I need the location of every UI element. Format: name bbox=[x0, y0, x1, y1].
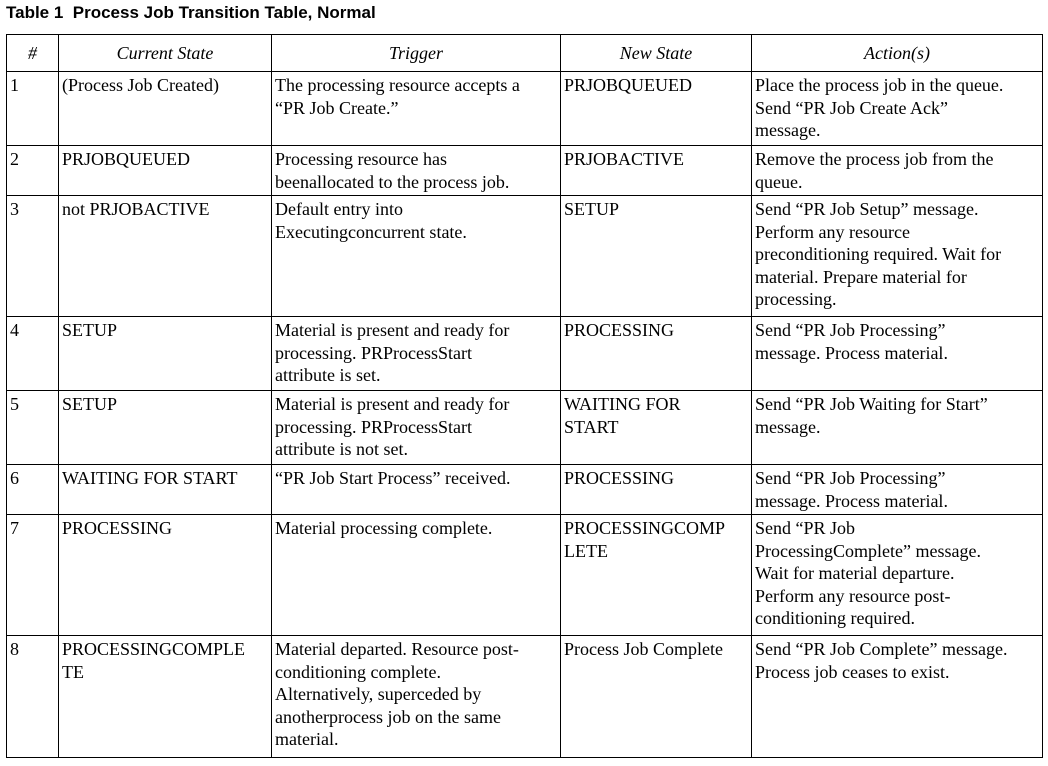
cell-text-line: material. bbox=[275, 729, 339, 749]
cell-text-line: processing. bbox=[755, 289, 837, 309]
cell-text-line: material. Prepare material for bbox=[755, 266, 967, 287]
cell-trigger bbox=[272, 465, 561, 515]
cell-text-line: Remove the process job from the bbox=[755, 149, 994, 169]
cell-text-line: Processing resource has bbox=[275, 149, 447, 169]
cell-text-line: START bbox=[564, 416, 619, 437]
cell-text-line: message. bbox=[755, 416, 821, 437]
table-row bbox=[7, 391, 1043, 465]
cell-current-state bbox=[59, 515, 272, 636]
cell-text-line: message. Process material. bbox=[755, 342, 948, 363]
header-number: # bbox=[7, 35, 59, 72]
cell-text-line: beenallocated to the process job. bbox=[275, 171, 510, 192]
table-row bbox=[7, 196, 1043, 317]
table-row bbox=[7, 146, 1043, 196]
cell-new-state bbox=[561, 515, 752, 636]
cell-text-line: PROCESSING bbox=[62, 518, 173, 538]
cell-text-line: message. Process material. bbox=[755, 490, 948, 511]
header-trigger: Trigger bbox=[272, 35, 561, 72]
cell-text-line: Alternatively, superceded by bbox=[275, 684, 482, 704]
cell-trigger bbox=[272, 391, 561, 465]
cell-text-line: PRJOBACTIVE bbox=[564, 149, 685, 169]
cell-text-line: Send “PR Job Create Ack” bbox=[755, 97, 948, 118]
cell-new-state bbox=[561, 391, 752, 465]
cell-text-line: Send “PR Job Setup” message. bbox=[755, 199, 979, 219]
cell-text-line: Send “PR Job Complete” message. bbox=[755, 639, 1008, 659]
cell-text-line: Default entry into bbox=[275, 199, 403, 219]
cell-text-line: Send “PR Job Waiting for Start” bbox=[755, 394, 988, 414]
cell-text-line: Material processing complete. bbox=[275, 518, 493, 538]
cell-trigger bbox=[272, 196, 561, 317]
cell-text-line: PRJOBQUEUED bbox=[564, 75, 693, 95]
cell-text-line: Send “PR Job Processing” bbox=[755, 320, 946, 340]
cell-text-line: Material is present and ready for bbox=[275, 320, 510, 340]
cell-text-line: PROCESSING bbox=[564, 468, 675, 488]
header-current-state: Current State bbox=[59, 35, 272, 72]
cell-text-line: Perform any resource bbox=[755, 221, 910, 242]
cell-text-line: Process Job Complete bbox=[564, 639, 723, 659]
cell-current-state bbox=[59, 72, 272, 146]
cell-actions bbox=[752, 391, 1043, 465]
cell-text-line: WAITING FOR bbox=[564, 394, 681, 414]
table-caption: Table 1 Process Job Transition Table, Normal bbox=[6, 3, 376, 22]
cell-number: 2 bbox=[7, 146, 59, 196]
cell-actions bbox=[752, 146, 1043, 196]
cell-actions bbox=[752, 636, 1043, 758]
cell-trigger bbox=[272, 72, 561, 146]
cell-text-line: ProcessingComplete” message. bbox=[755, 540, 981, 561]
table-row bbox=[7, 515, 1043, 636]
cell-number: 1 bbox=[7, 72, 59, 146]
cell-text-line: not PRJOBACTIVE bbox=[62, 199, 210, 219]
cell-current-state bbox=[59, 465, 272, 515]
table-row bbox=[7, 72, 1043, 146]
cell-text-line: (Process Job Created) bbox=[62, 75, 219, 95]
cell-text-line: Process job ceases to exist. bbox=[755, 661, 950, 682]
cell-current-state bbox=[59, 317, 272, 391]
cell-text-line: SETUP bbox=[62, 394, 118, 414]
cell-current-state bbox=[59, 391, 272, 465]
table-header-row bbox=[7, 35, 1043, 72]
cell-text-line: “PR Job Create.” bbox=[275, 97, 399, 118]
cell-text-line: SETUP bbox=[62, 320, 118, 340]
table-row bbox=[7, 317, 1043, 391]
cell-current-state bbox=[59, 146, 272, 196]
cell-trigger bbox=[272, 146, 561, 196]
cell-text-line: WAITING FOR START bbox=[62, 468, 238, 488]
cell-text-line: PRJOBQUEUED bbox=[62, 149, 191, 169]
cell-text-line: preconditioning required. Wait for bbox=[755, 244, 1002, 264]
cell-new-state bbox=[561, 317, 752, 391]
cell-text-line: anotherprocess job on the same bbox=[275, 706, 501, 727]
cell-text-line: attribute is not set. bbox=[275, 439, 408, 459]
cell-text-line: Wait for material departure. bbox=[755, 563, 955, 583]
cell-text-line: The processing resource accepts a bbox=[275, 75, 520, 95]
cell-actions bbox=[752, 72, 1043, 146]
cell-text-line: PROCESSINGCOMPLE bbox=[62, 639, 246, 659]
cell-current-state bbox=[59, 196, 272, 317]
header-new-state: New State bbox=[561, 35, 752, 72]
cell-trigger bbox=[272, 515, 561, 636]
cell-text-line: PROCESSINGCOMP bbox=[564, 518, 726, 538]
cell-text-line: queue. bbox=[755, 171, 803, 192]
cell-number: 6 bbox=[7, 465, 59, 515]
cell-actions bbox=[752, 515, 1043, 636]
cell-actions bbox=[752, 465, 1043, 515]
process-job-transition-table bbox=[6, 34, 1043, 758]
cell-actions bbox=[752, 317, 1043, 391]
cell-text-line: Material departed. Resource post- bbox=[275, 639, 519, 659]
cell-trigger bbox=[272, 317, 561, 391]
cell-text-line: conditioning required. bbox=[755, 608, 915, 628]
cell-text-line: Material is present and ready for bbox=[275, 394, 510, 414]
cell-text-line: SETUP bbox=[564, 199, 620, 219]
cell-actions bbox=[752, 196, 1043, 317]
cell-text-line: message. bbox=[755, 120, 821, 140]
table-row bbox=[7, 465, 1043, 515]
cell-text-line: LETE bbox=[564, 540, 608, 561]
cell-new-state bbox=[561, 146, 752, 196]
cell-text-line: processing. PRProcessStart bbox=[275, 342, 472, 363]
cell-number: 3 bbox=[7, 196, 59, 317]
cell-current-state bbox=[59, 636, 272, 758]
cell-number: 7 bbox=[7, 515, 59, 636]
cell-text-line: Send “PR Job bbox=[755, 518, 856, 538]
cell-text-line: Executingconcurrent state. bbox=[275, 221, 467, 242]
cell-new-state bbox=[561, 72, 752, 146]
cell-new-state bbox=[561, 196, 752, 317]
table-row bbox=[7, 636, 1043, 758]
cell-text-line: processing. PRProcessStart bbox=[275, 416, 472, 437]
cell-text-line: Send “PR Job Processing” bbox=[755, 468, 946, 488]
cell-number: 4 bbox=[7, 317, 59, 391]
header-actions: Action(s) bbox=[752, 35, 1043, 72]
cell-new-state bbox=[561, 636, 752, 758]
cell-text-line: conditioning complete. bbox=[275, 661, 441, 682]
cell-text-line: PROCESSING bbox=[564, 320, 675, 340]
cell-new-state bbox=[561, 465, 752, 515]
cell-text-line: TE bbox=[62, 661, 84, 682]
cell-text-line: Perform any resource post- bbox=[755, 585, 951, 606]
cell-number: 8 bbox=[7, 636, 59, 758]
cell-trigger bbox=[272, 636, 561, 758]
cell-number: 5 bbox=[7, 391, 59, 465]
cell-text-line: attribute is set. bbox=[275, 365, 381, 385]
cell-text-line: Place the process job in the queue. bbox=[755, 75, 1004, 95]
cell-text-line: “PR Job Start Process” received. bbox=[275, 468, 511, 488]
